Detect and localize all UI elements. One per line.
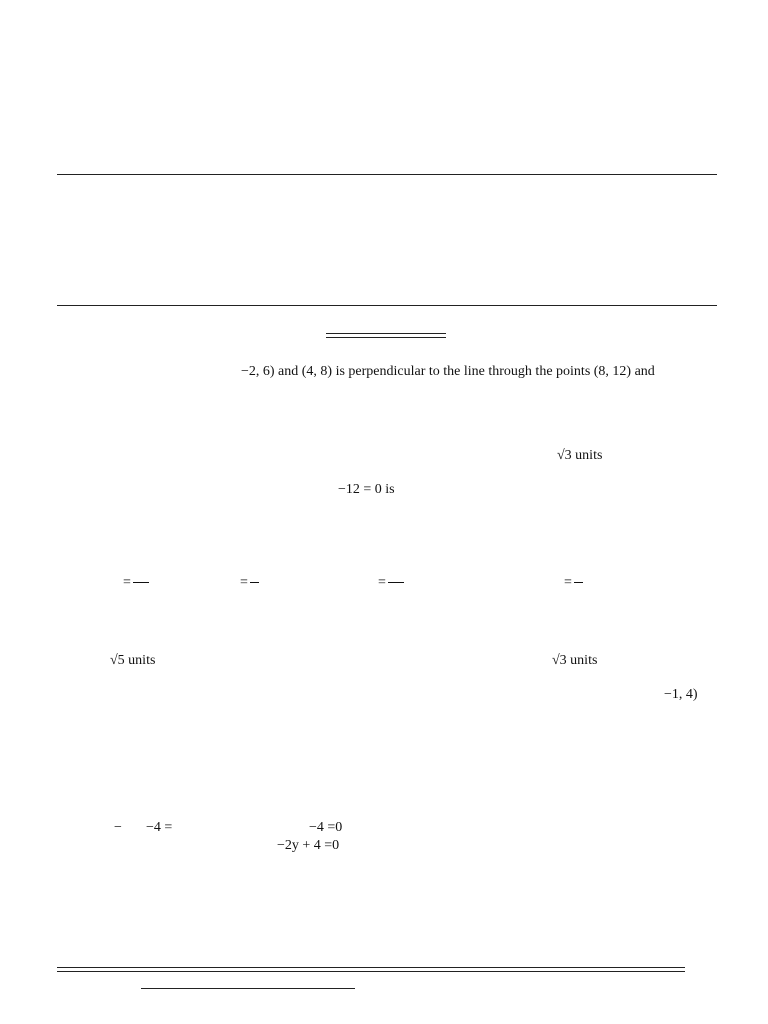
question-4-option-b: −4 =0 — [309, 820, 343, 835]
question-4-option-c: −2y + 4 =0 — [277, 838, 340, 853]
question-3-stem-end: −1, 4) — [664, 687, 698, 702]
fraction-bar — [133, 582, 149, 583]
fraction-bar — [388, 582, 404, 583]
question-2-option-b — [240, 575, 259, 591]
header-rule-top — [57, 174, 717, 175]
question-2-option-a — [123, 575, 149, 591]
equals-sign: = — [378, 575, 386, 590]
fraction-bar — [250, 582, 259, 583]
question-1-option-d: √3 units — [557, 448, 603, 463]
question-2-stem: −12 = 0 is — [338, 482, 395, 497]
question-3-option-a: √5 units — [110, 653, 156, 668]
question-2-option-c — [378, 575, 404, 591]
equals-sign: = — [240, 575, 248, 590]
equals-sign: = — [564, 575, 572, 590]
header-rule-bottom — [57, 305, 717, 306]
question-4-option-a-sign: − — [114, 820, 122, 835]
section-title-underline — [326, 333, 446, 338]
question-2-option-d — [564, 575, 583, 591]
question-3-option-d: √3 units — [552, 653, 598, 668]
equals-sign: = — [123, 575, 131, 590]
fraction-bar — [574, 582, 583, 583]
footer-short-rule — [141, 988, 355, 989]
footer-double-rule — [57, 967, 685, 972]
question-4-option-a: −4 = — [146, 820, 173, 835]
question-1-stem: −2, 6) and (4, 8) is perpendicular to the line through the points (8, 12) and — [241, 364, 655, 379]
